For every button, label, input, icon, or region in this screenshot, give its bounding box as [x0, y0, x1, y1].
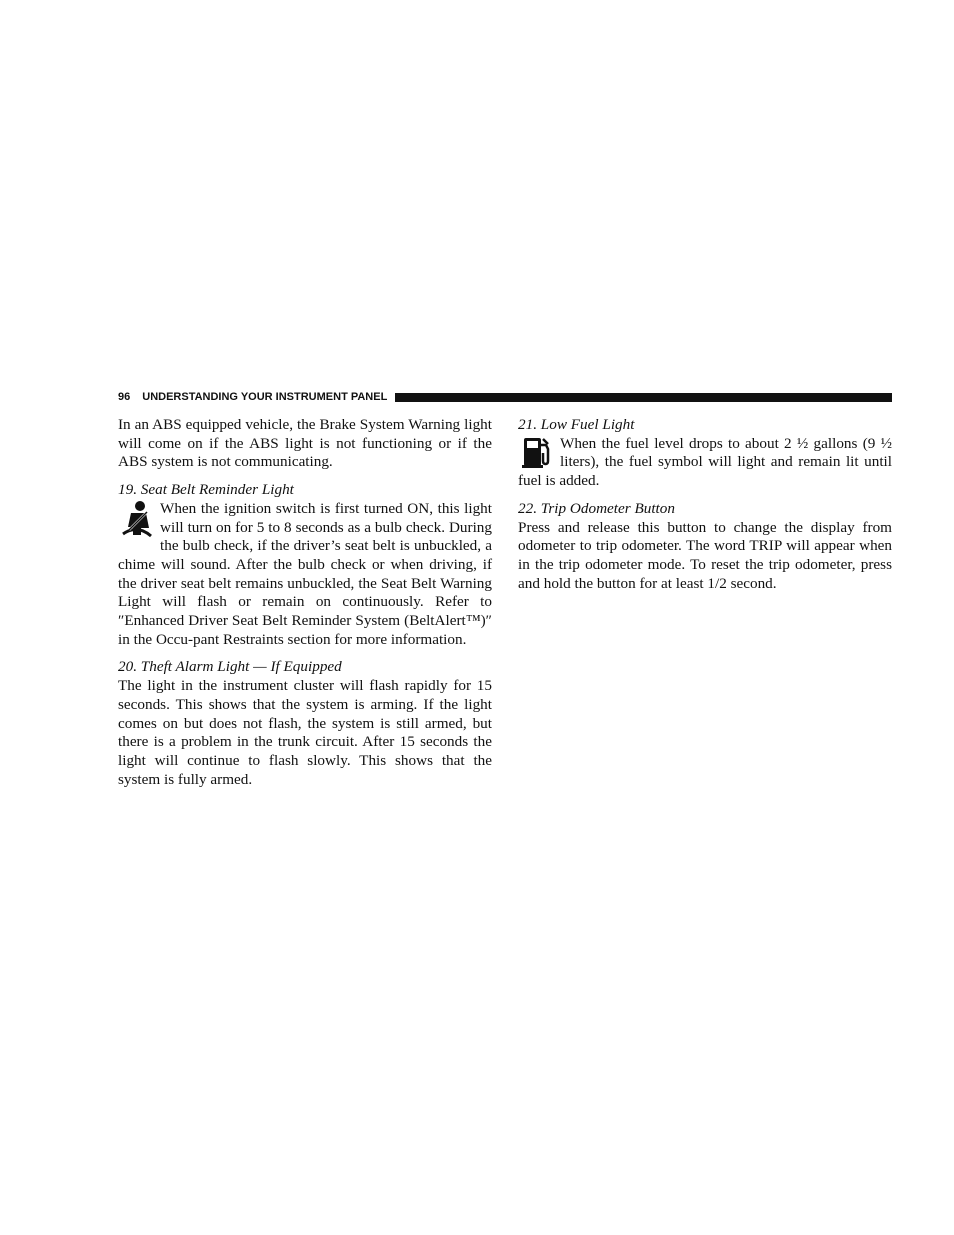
seat-belt-icon [118, 500, 156, 540]
left-column [118, 416, 492, 789]
seat-belt-section [118, 500, 492, 650]
seat-belt-heading: 19. Seat Belt Reminder Light [118, 481, 294, 499]
section-title: UNDERSTANDING YOUR INSTRUMENT PANEL [142, 391, 388, 403]
header-rule [395, 393, 892, 402]
trip-odometer-body: Press and release this button to change the display from odometer to trip odometer. The word TRIP will appear when in the trip odometer mode. To reset the trip odometer, press and hold the button for at least 1/2 second. [518, 518, 892, 592]
seat-belt-body: When the ignition switch is first turned ON, this light will turn on for 5 to 8 seconds as a bulb check. During the bulb check, if the driver’s seat belt is unbuckled, a chime will sound. After the bulb check or when driving, if the driver seat belt remains unbuckled, the Seat Belt Warning Light will flash or remain on continuously. Refer to ″Enhanced Driver Seat Belt Reminder System (BeltAlert™)″ in the Occu-pant Restraints section for more information. [118, 499, 492, 648]
page-number: 96 [118, 391, 131, 403]
page-header [118, 390, 892, 404]
low-fuel-section [518, 435, 892, 491]
theft-alarm-heading: 20. Theft Alarm Light — If Equipped [118, 658, 342, 676]
low-fuel-heading: 21. Low Fuel Light [518, 416, 635, 433]
low-fuel-body: When the fuel level drops to about 2 ½ gallons (9 ½ liters), the fuel symbol will light and remain lit until fuel is added. [518, 434, 892, 490]
right-column [518, 416, 892, 593]
fuel-pump-icon [518, 435, 556, 471]
theft-alarm-body: The light in the instrument cluster will flash rapidly for 15 seconds. This shows that the system is arming. If the light comes on but does not flash, the system is still armed, but there is a problem in the trunk circuit. After 15 seconds the light will continue to flash slowly. This shows that the system is fully armed. [118, 677, 492, 788]
abs-intro-paragraph: In an ABS equipped vehicle, the Brake System Warning light will come on if the ABS light is not functioning or if the ABS system is not communicating. [118, 416, 492, 471]
trip-odometer-heading: 22. Trip Odometer Button [518, 499, 675, 517]
